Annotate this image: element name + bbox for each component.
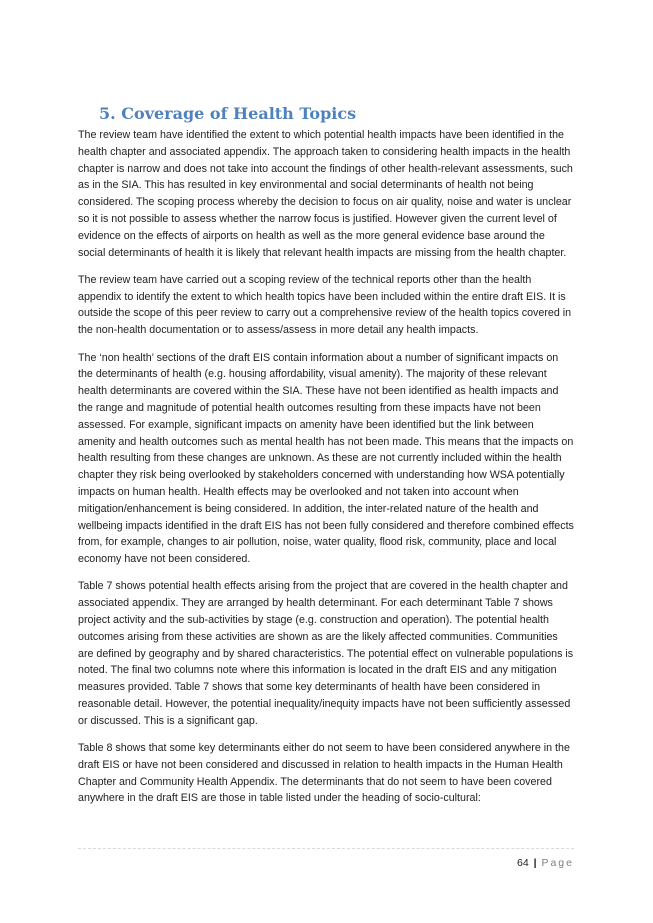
paragraph: The review team have identified the extent to which potential health impacts have been identified in the health chapter and associated appendix. The approach taken to considering health impacts in the health chapter is narrow and does not take into account the findings of other health-relevant assessments, such as in the SIA. This has resulted in key environmental and social determinants of health not being considered. The scoping process whereby the decision to focus on air quality, noise and water is unclear so it is not possible to assess whether the narrow focus is justified. However given the current level of evidence on the effects of airports on health as well as the more general evidence base around the social determinants of health it is likely that relevant health impacts are missing from the health chapter. [78, 129, 573, 259]
paragraph: The review team have carried out a scoping review of the technical reports other than the health appendix to identify the extent to which health topics have been included within the entire draft EIS. It is outside the scope of this peer review to carry out a comprehensive review of the health topics covered in the non-health documentation or to assess/assess in more detail any health impacts. [78, 273, 572, 337]
page-footer [517, 857, 574, 869]
paragraph: Table 8 shows that some key determinants either do not seem to have been considered anywhere in the draft EIS or have not been considered and discussed in relation to health impacts in the Human Health Chapter and Community Health Appendix. The determinants that do not seem to have been covered anywhere in the draft EIS are those in table listed under the heading of socio-cultural: [78, 742, 570, 805]
section-title: Coverage of Health Topics [121, 104, 357, 123]
page-label: Page [541, 857, 574, 869]
paragraph: Table 7 shows potential health effects arising from the project that are covered in the health chapter and associated appendix. They are arranged by health determinant. For each determinant Table 7 shows project activity and the sub-activities by stage (e.g. construction and operation). The potential health outcomes arising from these activities are shown as are the likely affected communities. Communities are defined by geography and by shared characteristics. The potential effect on vulnerable populations is noted. The final two columns note where this information is located in the draft EIS and any mitigation measures provided. Table 7 shows that some key determinants of health have been considered in reasonable detail. However, the potential inequality/inequity impacts have not been sufficiently assessed or discussed. This is a significant gap. [78, 580, 574, 727]
page-number: 64 [516, 857, 529, 869]
section-number: 5. [99, 104, 116, 123]
section-heading [99, 104, 356, 123]
body-text [78, 127, 574, 818]
paragraph: The ‘non health’ sections of the draft EIS contain information about a number of significant impacts on the determinants of health (e.g. housing affordability, visual amenity). The majority of these relevant health determinants are covered within the SIA. These have not been identified as health impacts and the range and magnitude of potential health outcomes resulting from these impacts have not been assessed. For example, significant impacts on amenity have been identified but the link between amenity and health outcomes such as mental health has not been made. This means that the impacts on health resulting from these changes are unknown. As these are not currently included within the health chapter they risk being overlooked by stakeholders concerned with understanding how WSA potentially impacts on human health. Health effects may be overlooked and not taken into account when mitigation/enhancement is being considered. In addition, the inter-related nature of the health and wellbeing impacts identified in the draft EIS has not been fully considered and therefore combined effects from, for example, changes to air pollution, noise, water quality, flood risk, community, place and local economy have not been considered. [78, 351, 574, 566]
footer-divider [78, 848, 574, 849]
footer-separator: | [533, 857, 537, 869]
